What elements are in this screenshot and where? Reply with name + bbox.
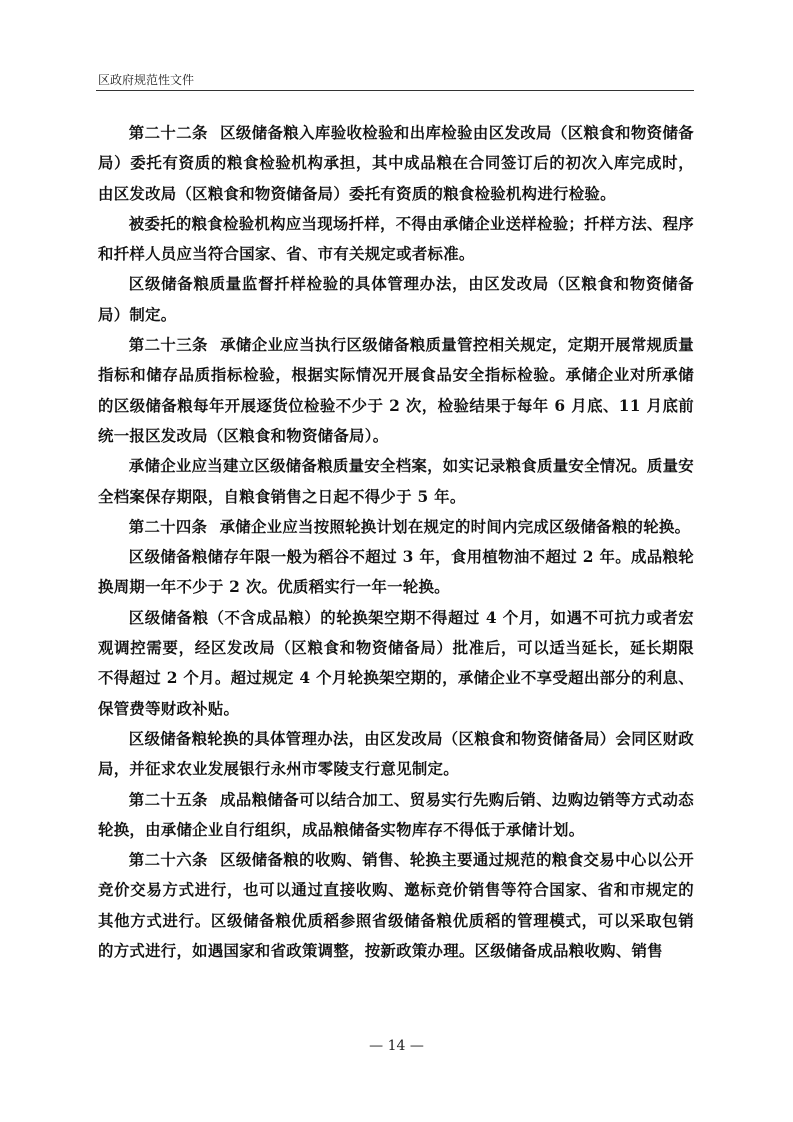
paragraph <box>98 209 694 270</box>
paragraph <box>98 269 694 330</box>
article-number: 第二十三条 <box>128 336 208 355</box>
paragraph-text: 区级储备粮轮换的具体管理办法，由区发改局（区粮食和物资储备局）会同区财政局，并征求农业发展银行永州市零陵支行意见制定。 <box>98 729 694 779</box>
article-number: 第二十五条 <box>128 790 208 809</box>
paragraph-text: 承储企业应当执行区级储备粮质量管控相关规定，定期开展常规质量指标和储存品质指标检验，根据实际情况开展食品安全指标检验。承储企业对所承储的区级储备粮每年开展逐货位检验不少于 2 次，检验结果于每年 6 月底、11 月底前统一报区发改局（区粮食和物资储备局）。 <box>98 336 694 445</box>
paragraph-text: 区级储备粮（不含成品粮）的轮换架空期不得超过 4 个月，如遇不可抗力或者宏观调控需要，经区发改局（区粮食和物资储备局）批准后，可以适当延长，延长期限不得超过 2 个月。超过规定 4 个月轮换架空期的，承储企业不享受超出部分的利息、保管费等财政补贴。 <box>98 608 694 718</box>
article-number: 第二十四条 <box>128 517 208 536</box>
page-header <box>96 70 694 91</box>
paragraph <box>98 845 694 966</box>
paragraph <box>98 451 694 512</box>
paragraph-text: 区级储备粮储存年限一般为稻谷不超过 3 年，食用植物油不超过 2 年。成品粮轮换周期一年不少于 2 次。优质稻实行一年一轮换。 <box>98 548 694 597</box>
paragraph-text: 区级储备粮入库验收检验和出库检验由区发改局（区粮食和物资储备局）委托有资质的粮食检验机构承担，其中成品粮在合同签订后的初次入库完成时，由区发改局（区粮食和物资储备局）委托有资质的粮食检验机构进行检验。 <box>98 124 694 203</box>
paragraph-text: 被委托的粮食检验机构应当现场扦样，不得由承储企业送样检验；扦样方法、程序和扦样人员应当符合国家、省、市有关规定或者标准。 <box>98 214 694 264</box>
article-number: 第二十六条 <box>128 851 208 870</box>
paragraph-text: 承储企业应当建立区级储备粮质量安全档案，如实记录粮食质量安全情况。质量安全档案保存期限，自粮食销售之日起不得少于 5 年。 <box>98 457 694 506</box>
paragraph-text: 区级储备粮的收购、销售、轮换主要通过规范的粮食交易中心以公开竞价交易方式进行，也可以通过直接收购、邀标竞价销售等符合国家、省和市规定的其他方式进行。区级储备粮优质稻参照省级储备粮优质稻的管理模式，可以采取包销的方式进行，如遇国家和省政策调整，按新政策办理。区级储备成品粮收购、销售 <box>98 851 694 961</box>
paragraph-text: 区级储备粮质量监督扦样检验的具体管理办法，由区发改局（区粮食和物资储备局）制定。 <box>98 275 694 324</box>
article-number: 第二十二条 <box>128 124 208 142</box>
paragraph <box>98 512 694 542</box>
paragraph <box>98 785 694 846</box>
document-body <box>98 118 694 966</box>
paragraph <box>98 118 694 209</box>
paragraph-text: 承储企业应当按照轮换计划在规定的时间内完成区级储备粮的轮换。 <box>219 517 691 536</box>
paragraph <box>98 542 694 603</box>
paragraph <box>98 724 694 785</box>
header-title: 区政府规范性文件 <box>98 73 195 87</box>
paragraph <box>98 330 694 451</box>
paragraph-text: 成品粮储备可以结合加工、贸易实行先购后销、边购边销等方式动态轮换，由承储企业自行组织，成品粮储备实物库存不得低于承储计划。 <box>98 790 694 839</box>
page-number: — 14 — <box>369 1038 424 1054</box>
paragraph <box>98 603 694 724</box>
